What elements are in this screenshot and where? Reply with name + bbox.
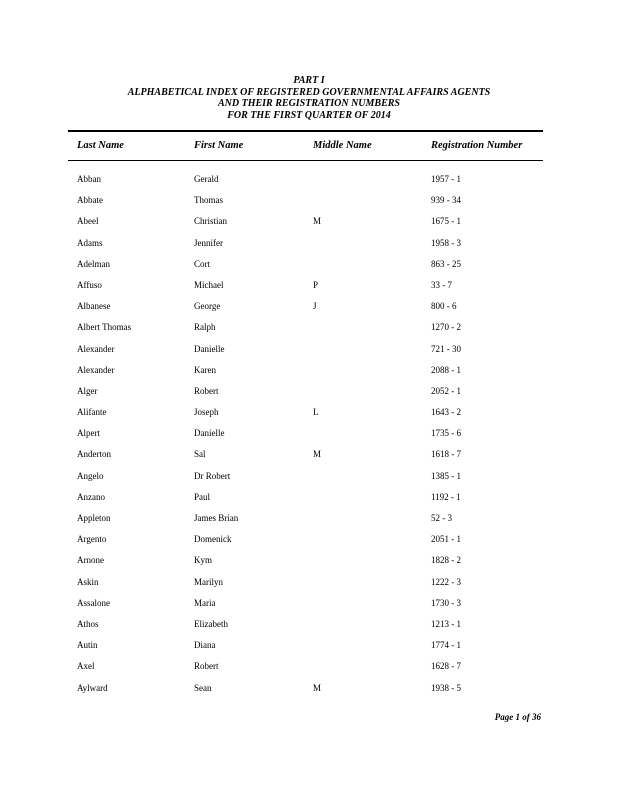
table-row bbox=[0, 236, 618, 257]
cell-last-name: Autin bbox=[77, 640, 98, 651]
table-row bbox=[0, 447, 618, 468]
cell-registration-number: 33 - 7 bbox=[431, 279, 452, 290]
table-row bbox=[0, 638, 618, 659]
cell-first-name: Elizabeth bbox=[194, 618, 228, 629]
cell-registration-number: 1270 - 2 bbox=[431, 322, 461, 333]
cell-registration-number: 1957 - 1 bbox=[431, 174, 461, 184]
table-row bbox=[0, 278, 618, 299]
cell-first-name: Sean bbox=[194, 682, 212, 693]
header-last-name: Last Name bbox=[77, 140, 124, 151]
cell-registration-number: 52 - 3 bbox=[431, 513, 452, 523]
cell-last-name: Albert Thomas bbox=[77, 322, 132, 333]
cell-registration-number: 1730 - 3 bbox=[431, 597, 461, 608]
cell-registration-number: 2051 - 1 bbox=[431, 534, 461, 545]
table-row bbox=[0, 193, 618, 214]
cell-middle-name: P bbox=[313, 279, 319, 290]
cell-first-name: Paul bbox=[194, 491, 211, 502]
cell-first-name: Danielle bbox=[194, 343, 225, 354]
table-row bbox=[0, 511, 618, 532]
cell-first-name: Maria bbox=[194, 597, 216, 608]
cell-first-name: Robert bbox=[194, 661, 219, 672]
header-first-name: First Name bbox=[194, 140, 244, 151]
cell-last-name: Appleton bbox=[77, 513, 111, 523]
cell-first-name: Karen bbox=[194, 364, 216, 375]
cell-first-name: Michael bbox=[194, 279, 224, 290]
cell-last-name: Adams bbox=[77, 237, 103, 248]
table-header-row bbox=[0, 140, 618, 154]
cell-last-name: Anzano bbox=[77, 491, 105, 502]
cell-last-name: Aylward bbox=[77, 682, 108, 693]
cell-registration-number: 2052 - 1 bbox=[431, 385, 461, 396]
cell-last-name: Athos bbox=[77, 618, 99, 629]
table-row bbox=[0, 172, 618, 193]
table-row bbox=[0, 320, 618, 341]
cell-last-name: Abban bbox=[77, 174, 101, 184]
cell-last-name: Alifante bbox=[77, 407, 107, 418]
table-row bbox=[0, 490, 618, 511]
table-body bbox=[0, 172, 618, 702]
cell-first-name: Cort bbox=[194, 258, 211, 269]
cell-registration-number: 1828 - 2 bbox=[431, 555, 461, 566]
cell-first-name: Diana bbox=[194, 640, 216, 651]
cell-registration-number: 1675 - 1 bbox=[431, 216, 461, 227]
cell-last-name: Alger bbox=[77, 385, 98, 396]
table-row bbox=[0, 426, 618, 447]
table-row bbox=[0, 575, 618, 596]
table-top-rule bbox=[68, 130, 543, 132]
cell-registration-number: 1618 - 7 bbox=[431, 449, 461, 460]
cell-last-name: Affuso bbox=[77, 279, 102, 290]
cell-last-name: Arnone bbox=[77, 555, 104, 566]
cell-last-name: Adelman bbox=[77, 258, 110, 269]
cell-last-name: Anderton bbox=[77, 449, 111, 460]
table-row bbox=[0, 553, 618, 574]
table-row bbox=[0, 659, 618, 680]
cell-registration-number: 1213 - 1 bbox=[431, 618, 461, 629]
cell-first-name: Danielle bbox=[194, 428, 225, 439]
cell-first-name: Gerald bbox=[194, 174, 219, 184]
cell-first-name: James Brian bbox=[194, 513, 239, 523]
cell-middle-name: L bbox=[313, 407, 319, 418]
cell-middle-name: J bbox=[313, 301, 317, 312]
cell-first-name: Domenick bbox=[194, 534, 232, 545]
table-row bbox=[0, 384, 618, 405]
cell-registration-number: 2088 - 1 bbox=[431, 364, 461, 375]
cell-registration-number: 1774 - 1 bbox=[431, 640, 461, 651]
cell-last-name: Alexander bbox=[77, 343, 115, 354]
cell-first-name: George bbox=[194, 301, 221, 312]
cell-middle-name: M bbox=[313, 216, 322, 227]
table-row bbox=[0, 532, 618, 553]
cell-first-name: Dr Robert bbox=[194, 470, 231, 481]
cell-registration-number: 721 - 30 bbox=[431, 343, 461, 354]
cell-registration-number: 1643 - 2 bbox=[431, 407, 461, 418]
page-number: Page 1 of 36 bbox=[494, 712, 541, 722]
cell-registration-number: 1735 - 6 bbox=[431, 428, 461, 439]
cell-registration-number: 1192 - 1 bbox=[431, 491, 461, 502]
table-row bbox=[0, 342, 618, 363]
table-row bbox=[0, 405, 618, 426]
table-row bbox=[0, 299, 618, 320]
cell-last-name: Argento bbox=[77, 534, 107, 545]
table-row bbox=[0, 681, 618, 702]
cell-registration-number: 863 - 25 bbox=[431, 258, 461, 269]
cell-last-name: Abbate bbox=[77, 195, 103, 206]
cell-first-name: Sal bbox=[194, 449, 206, 460]
cell-last-name: Albanese bbox=[77, 301, 111, 312]
table-row bbox=[0, 257, 618, 278]
cell-last-name: Axel bbox=[77, 661, 95, 672]
cell-middle-name: M bbox=[313, 682, 322, 693]
cell-first-name: Christian bbox=[194, 216, 227, 227]
cell-registration-number: 1628 - 7 bbox=[431, 661, 461, 672]
cell-registration-number: 1958 - 3 bbox=[431, 237, 461, 248]
cell-last-name: Askin bbox=[77, 576, 99, 587]
document-title bbox=[0, 75, 618, 121]
cell-registration-number: 1385 - 1 bbox=[431, 470, 461, 481]
cell-last-name: Abeel bbox=[77, 216, 99, 227]
header-middle-name: Middle Name bbox=[313, 140, 372, 151]
title-line-quarter: FOR THE FIRST QUARTER OF 2014 bbox=[227, 109, 391, 121]
cell-registration-number: 939 - 34 bbox=[431, 195, 461, 206]
cell-last-name: Assalone bbox=[77, 597, 110, 608]
table-row bbox=[0, 214, 618, 235]
cell-registration-number: 800 - 6 bbox=[431, 301, 457, 312]
cell-last-name: Alpert bbox=[77, 428, 100, 439]
title-line-part: PART I bbox=[293, 75, 325, 86]
header-registration-number: Registration Number bbox=[431, 140, 523, 151]
table-row bbox=[0, 469, 618, 490]
cell-first-name: Robert bbox=[194, 385, 219, 396]
table-header-rule bbox=[68, 160, 543, 161]
title-line-index: ALPHABETICAL INDEX OF REGISTERED GOVERNMENTAL AFFAIRS AGENTS bbox=[127, 86, 491, 98]
cell-first-name: Marilyn bbox=[194, 576, 223, 587]
cell-last-name: Alexander bbox=[77, 364, 115, 375]
cell-first-name: Kym bbox=[194, 555, 212, 566]
table-row bbox=[0, 363, 618, 384]
cell-first-name: Joseph bbox=[194, 407, 219, 418]
cell-first-name: Thomas bbox=[194, 195, 223, 206]
table-row bbox=[0, 617, 618, 638]
cell-middle-name: M bbox=[313, 449, 322, 460]
cell-first-name: Jennifer bbox=[194, 237, 223, 248]
cell-first-name: Ralph bbox=[194, 322, 216, 333]
cell-registration-number: 1222 - 3 bbox=[431, 576, 461, 587]
title-line-registration: AND THEIR REGISTRATION NUMBERS bbox=[218, 98, 400, 109]
cell-last-name: Angelo bbox=[77, 470, 104, 481]
cell-registration-number: 1938 - 5 bbox=[431, 682, 461, 693]
table-row bbox=[0, 596, 618, 617]
